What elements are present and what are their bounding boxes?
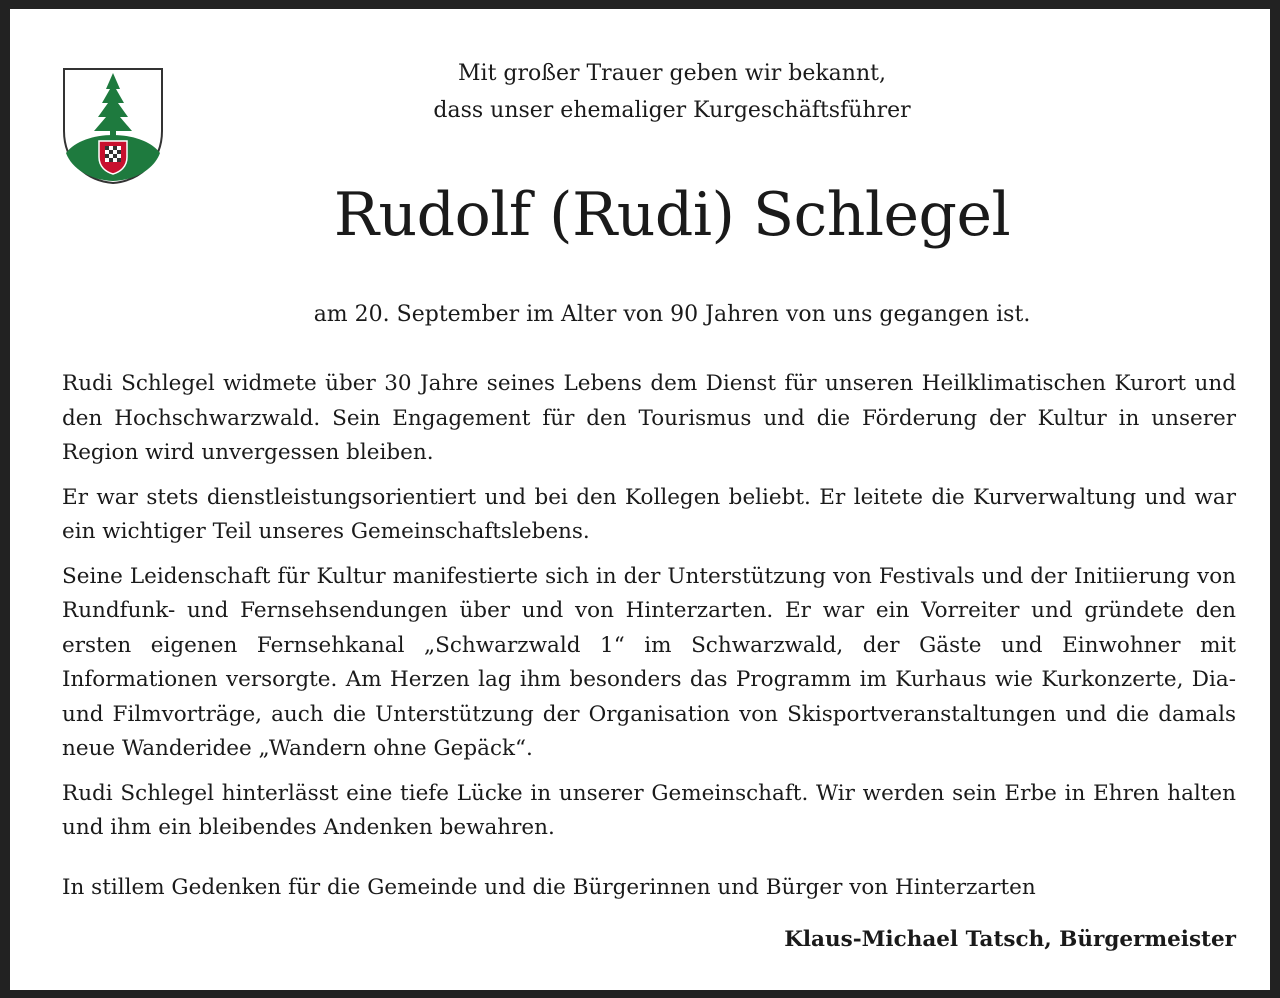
intro xyxy=(310,55,1034,129)
closing-line: In stillem Gedenken für die Gemeinde und die Bürgerinnen und Bürger von Hinterzarten xyxy=(62,875,1036,900)
signature: Klaus-Michael Tatsch, Bürgermeister xyxy=(784,927,1236,952)
deceased-name: Rudolf (Rudi) Schlegel xyxy=(333,180,1011,250)
intro-line: dass unser ehemaliger Kurgeschäftsführer xyxy=(433,98,911,123)
intro-line: Mit großer Trauer geben wir bekannt, xyxy=(458,61,886,86)
obituary-body xyxy=(62,367,1236,856)
fir-tree-coat-of-arms-icon xyxy=(62,67,164,185)
body-paragraph: Er war stets dienstleistungsorientiert und bei den Kollegen beliebt. Er leitete die Kurverwaltung und war ein wichtiger Teil unseres Gemeinschaftslebens. xyxy=(62,484,1236,544)
body-paragraph: Rudi Schlegel hinterlässt eine tiefe Lücke in unserer Gemeinschaft. Wir werden sein Erbe in Ehren halten und ihm ein bleibendes Andenken bewahren. xyxy=(62,780,1236,840)
body-paragraph: Seine Leidenschaft für Kultur manifestierte sich in der Unterstützung von Festivals und der Initiierung von Rundfunk- und Fernsehsendungen über und von Hinterzarten. Er war ein Vorreiter und gründete den ersten eigenen Fernsehkanal „Schwarzwald 1“ im Schwarzwald, der Gäste und Einwohner mit Informationen versorgte. Am Herzen lag ihm besonders das Programm im Kurhaus wie Kurkonzerte, Dia- und Filmvorträge, auch die Unterstützung der Organisation von Skisportveranstaltungen und die damals neue Wanderidee „Wandern ohne Gepäck“. xyxy=(62,563,1236,761)
passed-line: am 20. September im Alter von 90 Jahren von uns gegangen ist. xyxy=(313,302,1031,327)
body-paragraph: Rudi Schlegel widmete über 30 Jahre seines Lebens dem Dienst für unseren Heilklimatischen Kurort und den Hochschwarzwald. Sein Engagement für den Tourismus und die Förderung der Kultur in unserer Region wird unvergessen bleiben. xyxy=(62,371,1236,465)
